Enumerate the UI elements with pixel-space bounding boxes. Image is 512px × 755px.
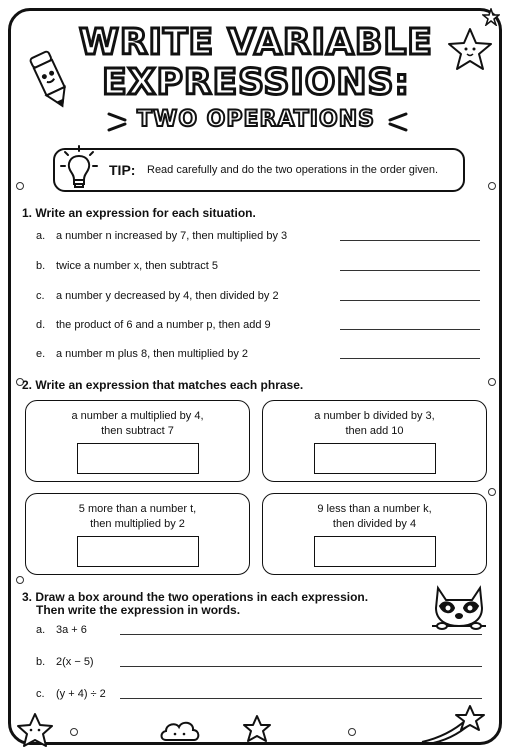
card-line1: 9 less than a number k, — [317, 503, 432, 515]
border-hole — [70, 728, 78, 736]
item-text: a number n increased by 7, then multiplied by 3 — [56, 230, 288, 242]
answer-box[interactable] — [77, 443, 199, 474]
item-letter: a. — [36, 624, 46, 636]
border-hole — [348, 728, 356, 736]
list-item — [36, 290, 279, 302]
answer-line[interactable] — [340, 300, 480, 301]
answer-line[interactable] — [340, 329, 480, 330]
card-line2: then divided by 4 — [332, 518, 417, 530]
card-line1: 5 more than a number t, — [78, 503, 197, 515]
phrase-card — [262, 400, 487, 482]
tip-box — [53, 148, 465, 192]
list-item — [36, 260, 218, 272]
list-item — [36, 348, 248, 360]
answer-box[interactable] — [314, 443, 436, 474]
sparkle-lines — [105, 110, 135, 134]
card-line1: a number a multiplied by 4, — [71, 410, 204, 422]
list-item — [36, 319, 271, 331]
item-text: the product of 6 and a number p, then add 9 — [56, 319, 271, 331]
title-line1: WRITE VARIABLE — [79, 22, 433, 63]
item-text: twice a number x, then subtract 5 — [56, 260, 219, 272]
answer-line[interactable] — [120, 666, 482, 667]
section2-heading: 2. Write an expression that matches each phrase. — [22, 378, 304, 392]
card-line1: a number b divided by 3, — [314, 410, 435, 422]
tip-label: TIP: — [109, 162, 136, 178]
border-hole — [16, 182, 24, 190]
section3-heading-line2: Then write the expression in words. — [36, 603, 241, 617]
answer-line[interactable] — [120, 698, 482, 699]
list-item — [36, 230, 287, 242]
item-text: a number y decreased by 4, then divided by 2 — [56, 290, 279, 302]
item-text: (y + 4) ÷ 2 — [56, 688, 106, 700]
subtitle: TWO OPERATIONS — [137, 107, 375, 132]
phrase-card — [262, 493, 487, 575]
sparkle-lines — [380, 110, 410, 134]
card-line2: then subtract 7 — [101, 425, 174, 437]
shooting-star-icon — [418, 702, 488, 746]
item-letter: e. — [36, 348, 46, 360]
item-text: a number m plus 8, then multiplied by 2 — [56, 348, 248, 360]
item-letter: b. — [36, 260, 46, 272]
item-text: 3a + 6 — [56, 624, 87, 636]
border-hole — [488, 182, 496, 190]
section3-heading: 3. Draw a box around the two operations in each expression. — [22, 590, 369, 604]
list-item — [36, 656, 94, 668]
tip-text: Read carefully and do the two operations in the order given. — [147, 164, 439, 176]
list-item — [36, 624, 87, 636]
answer-box[interactable] — [314, 536, 436, 567]
item-letter: c. — [36, 688, 45, 700]
item-text: 2(x − 5) — [56, 656, 94, 668]
answer-line[interactable] — [120, 634, 482, 635]
item-letter: c. — [36, 290, 45, 302]
item-letter: d. — [36, 319, 46, 331]
card-line2: then add 10 — [345, 425, 404, 437]
raccoon-icon — [428, 578, 490, 630]
answer-box[interactable] — [77, 536, 199, 567]
section1-heading: 1. Write an expression for each situation. — [22, 206, 256, 220]
border-hole — [16, 576, 24, 584]
cloud-icon — [158, 716, 202, 744]
title-line2: EXPRESSIONS: — [102, 62, 410, 103]
answer-line[interactable] — [340, 270, 480, 271]
item-letter: b. — [36, 656, 46, 668]
item-letter: a. — [36, 230, 46, 242]
phrase-card — [25, 400, 250, 482]
border-hole — [488, 488, 496, 496]
star-icon — [16, 712, 54, 748]
border-hole — [488, 378, 496, 386]
answer-line[interactable] — [340, 240, 480, 241]
answer-line[interactable] — [340, 358, 480, 359]
lightbulb-icon — [59, 144, 99, 194]
card-line2: then multiplied by 2 — [90, 518, 185, 530]
star-icon — [242, 714, 272, 744]
list-item — [36, 688, 106, 700]
phrase-card — [25, 493, 250, 575]
